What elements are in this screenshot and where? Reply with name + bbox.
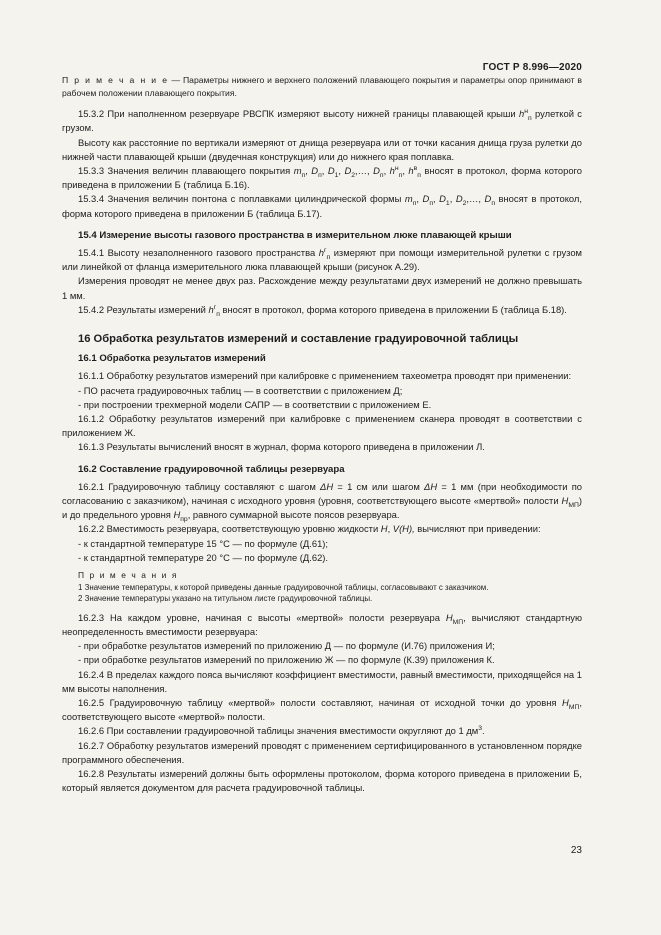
document-header: ГОСТ Р 8.996—2020 bbox=[482, 62, 582, 73]
paragraph-16-2-2: 16.2.2 Вместимость резервуара, соответствующую уровню жидкости H, V(H), вычисляют при приведении: bbox=[78, 523, 541, 535]
list-item: - при построении трехмерной модели САПР — в соответствии с приложением Е. bbox=[78, 398, 432, 410]
paragraph-16-1-1: 16.1.1 Обработку результатов измерений при калибровке с применением тахеометра проводят при применении: bbox=[78, 370, 572, 382]
paragraph-16-2-4: 16.2.4 В пределах каждого пояса вычисляют коэффициент вместимости, равный вместимости, приходящейся на 1 мм высоты наполнения. bbox=[62, 668, 582, 694]
paragraph-15-3-2: 15.3.2 При наполненном резервуаре РВСПК измеряют высоту нижней границы плавающей крыши $h^н_п$ рулеткой с грузом. bbox=[62, 108, 582, 134]
paragraph-16-1-2: 16.1.2 Обработку результатов измерений при калибровке с применением сканера проводят в соответствии с приложением Ж. bbox=[62, 413, 582, 439]
section-heading-16-1: 16.1 Обработка результатов измерений bbox=[78, 353, 266, 365]
paragraph-height: Высоту как расстояние по вертикали измеряют от днища резервуара или от точки касания днища груза рулетки до нижней части плавающей крыши (двудечная конструкция) или до нижнего края поплавка. bbox=[62, 136, 582, 162]
list-item: - при обработке результатов измерений по приложению Ж — по формуле (К.39) приложения К. bbox=[78, 654, 495, 666]
paragraph-16-2-1: 16.2.1 Градуировочную таблицу составляют с шагом ΔH = 1 см или шагом ΔH = 1 мм (при необходимости по согласованию с заказчиком), начиная с исходного уровня (уровня, соответствующего высоте «мертвой» полости $H_{МП}$) и до предельного уровня $H_{пр}$, равного суммарной высоте поясов резервуара. bbox=[62, 480, 583, 524]
section-heading-16-2: 16.2 Составление градуировочной таблицы резервуара bbox=[78, 463, 345, 475]
section-heading-16: 16 Обработка результатов измерений и составление градуировочной таблицы bbox=[78, 333, 519, 346]
paragraph-15-3-3: 15.3.3 Значения величин плавающего покрытия $m_п$, $D_п$, $D_1$, $D_2,\dots$, $D_п$, $h^н_п$, $h^в_п$ вносят в протокол, форма которого приведена в приложении Б (таблица Б.16). bbox=[62, 164, 582, 191]
section-heading-15-4: 15.4 Измерение высоты газового пространства в измерительном люке плавающей крыши bbox=[78, 229, 512, 241]
paragraph-16-2-6: 16.2.6 При составлении градуировочной таблицы значения вместимости округляют до 1 $дм^3$. bbox=[78, 725, 485, 737]
list-item: - к стандартной температуре 20 °С — по формуле (Д.62). bbox=[78, 551, 329, 563]
paragraph-15-4-2: 15.4.2 Результаты измерений $h^г_п$ вносят в протокол, форма которого приведена в приложении Б (таблица Б.18). bbox=[78, 303, 567, 318]
paragraph-16-2-5: 16.2.5 Градуировочную таблицу «мертвой» полости составляют, начиная от исходной точки до уровня $H_{МП}$, соответствующего высоте «мертвой» полости. bbox=[62, 696, 582, 723]
note-paragraph bbox=[62, 74, 582, 99]
page-number: 23 bbox=[570, 845, 582, 856]
note-text: — Параметры нижнего и верхнего положений плавающего покрытия и параметры опор принимают в рабочем положении плавающего покрытия. bbox=[62, 75, 582, 98]
paragraph-15-4-1: 15.4.1 Высоту незаполненного газового пространства $h^г_п$ измеряют при помощи измерительной рулетки с грузом или линейкой от фланца измерительного люка плавающей крыши (рисунок А.29). bbox=[62, 246, 582, 273]
paragraph-16-1-3: 16.1.3 Результаты вычислений вносят в журнал, форма которого приведена в приложении Л. bbox=[78, 441, 485, 453]
document-body bbox=[62, 74, 582, 795]
notes-label: П р и м е ч а н и я bbox=[78, 570, 178, 581]
paragraph-16-2-3: 16.2.3 На каждом уровне, начиная с высоты «мертвой» полости резервуара $H_{МП}$, вычисляют стандартную неопределенность вместимости резервуара: bbox=[62, 611, 582, 637]
note-item: 2 Значение температуры указано на титульном листе градуировочной таблицы. bbox=[78, 594, 373, 604]
note-item: 1 Значение температуры, к которой приведены данные градуировочной таблицы, согласовывают с заказчиком. bbox=[78, 583, 489, 593]
list-item: - к стандартной температуре 15 °С — по формуле (Д.61); bbox=[78, 537, 329, 549]
paragraph-16-2-7: 16.2.7 Обработку результатов измерений проводят с применением сертифицированного в установленном порядке программного обеспечения. bbox=[62, 739, 582, 765]
paragraph-15-3-4: 15.3.4 Значения величин понтона с поплавками цилиндрической формы $m_п$, $D_п$, $D_1$, $D_2,\dots$, $D_п$ вносят в протокол, форма которого приведена в приложении Б (таблица Б.17). bbox=[62, 193, 582, 219]
paragraph-measurements: Измерения проводят не менее двух раз. Расхождение между результатами двух измерений не должно превышать 1 мм. bbox=[62, 275, 582, 301]
note-label: П р и м е ч а н и е bbox=[62, 75, 169, 85]
list-item: - ПО расчета градуировочных таблиц — в соответствии с приложением Д; bbox=[78, 384, 403, 396]
paragraph-16-2-8: 16.2.8 Результаты измерений должны быть оформлены протоколом, форма которого приведена в приложении Б, который является документом для расчета градуировочной таблицы. bbox=[62, 767, 582, 794]
list-item: - при обработке результатов измерений по приложению Д — по формуле (И.76) приложения И; bbox=[78, 640, 495, 652]
